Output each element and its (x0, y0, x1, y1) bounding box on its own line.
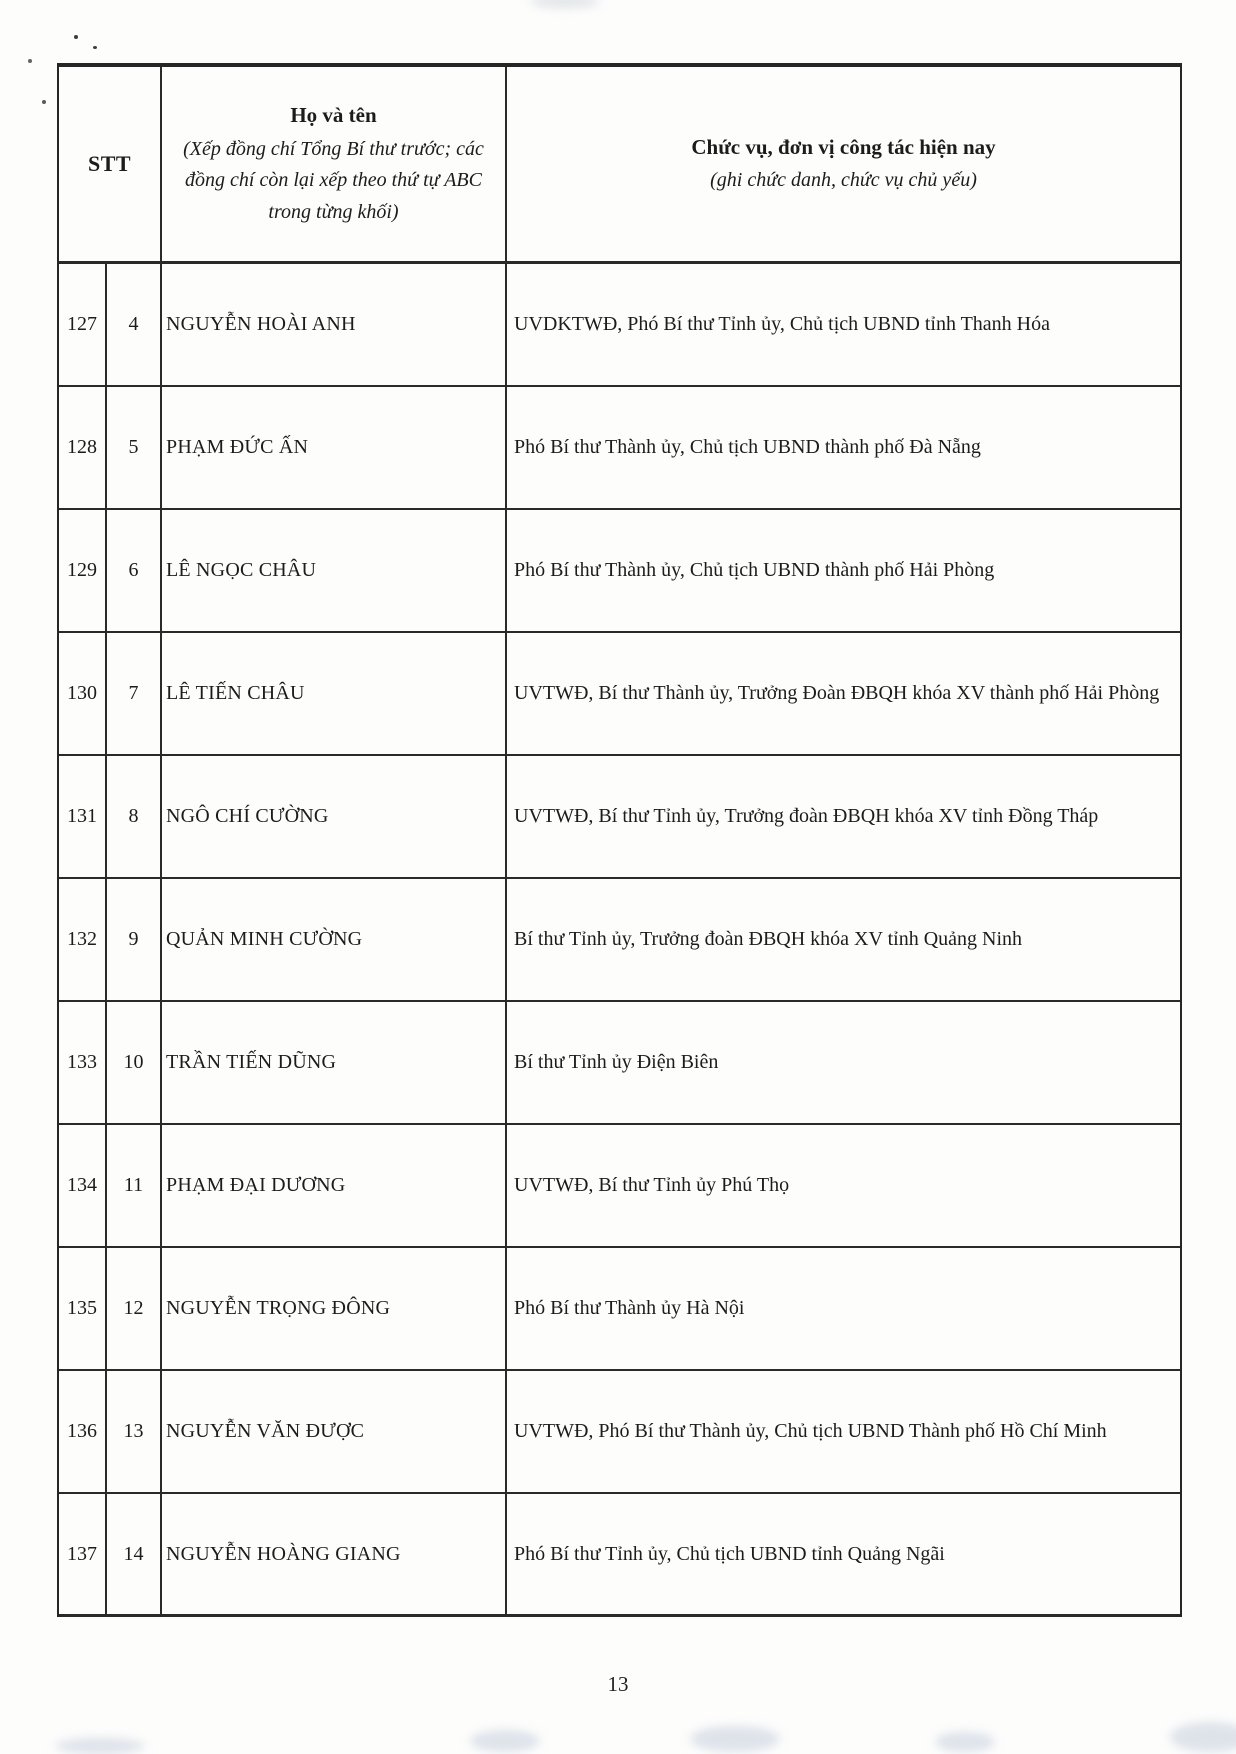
row-number-cell (59, 1125, 107, 1248)
row-name-cell (162, 879, 507, 1002)
row-number: 136 (67, 1420, 97, 1442)
row-subnumber-cell (107, 633, 162, 756)
person-name: PHẠM ĐẠI DƯƠNG (166, 1174, 346, 1196)
header-name (162, 67, 507, 264)
row-position-cell (507, 264, 1180, 387)
row-name-cell (162, 264, 507, 387)
person-position: Bí thư Tỉnh ủy Điện Biên (514, 1051, 719, 1073)
row-subnumber: 6 (128, 559, 139, 581)
row-position-cell (507, 387, 1180, 510)
row-subnumber-cell (107, 1371, 162, 1494)
scan-speck (42, 100, 46, 104)
row-name-cell (162, 387, 507, 510)
row-subnumber-cell (107, 1125, 162, 1248)
row-number-cell (59, 1494, 107, 1617)
scan-smudge (935, 1732, 995, 1752)
row-number: 131 (67, 805, 97, 827)
header-name-note: (Xếp đồng chí Tổng Bí thư trước; các đồng chí còn lại xếp theo thứ tự ABC trong từng khối) (183, 137, 484, 224)
header-stt-label: STT (87, 151, 132, 176)
row-name-cell (162, 1248, 507, 1371)
scan-smudge (1170, 1722, 1236, 1752)
row-number: 132 (67, 928, 97, 950)
row-subnumber: 10 (123, 1051, 144, 1073)
row-name-cell (162, 1371, 507, 1494)
row-name-cell (162, 510, 507, 633)
row-position-cell (507, 1248, 1180, 1371)
person-position: UVTWĐ, Bí thư Tỉnh ủy Phú Thọ (514, 1174, 790, 1196)
person-position: Phó Bí thư Thành ủy Hà Nội (514, 1297, 745, 1319)
row-subnumber: 12 (123, 1297, 144, 1319)
row-number: 133 (67, 1051, 97, 1073)
scan-smudge (690, 1726, 780, 1752)
person-position: Phó Bí thư Tỉnh ủy, Chủ tịch UBND tỉnh Quảng Ngãi (514, 1542, 945, 1565)
person-name: NGUYỄN VĂN ĐƯỢC (166, 1420, 365, 1442)
person-name: NGÔ CHÍ CƯỜNG (166, 805, 329, 827)
scan-speck (93, 46, 97, 49)
scan-speck (28, 59, 32, 63)
person-name: NGUYỄN TRỌNG ĐÔNG (166, 1297, 391, 1319)
row-number: 135 (67, 1297, 97, 1319)
row-position-cell (507, 633, 1180, 756)
row-subnumber: 11 (123, 1174, 144, 1196)
row-subnumber-cell (107, 756, 162, 879)
page-number: 13 (607, 1672, 629, 1696)
row-position-cell (507, 879, 1180, 1002)
row-position-cell (507, 1371, 1180, 1494)
person-name: PHẠM ĐỨC ẤN (166, 436, 309, 458)
row-subnumber-cell (107, 879, 162, 1002)
row-number: 134 (67, 1174, 97, 1196)
row-subnumber: 9 (128, 928, 139, 950)
row-name-cell (162, 1125, 507, 1248)
person-name: TRẦN TIẾN DŨNG (166, 1051, 337, 1073)
row-subnumber: 8 (128, 805, 139, 827)
person-position: Bí thư Tỉnh ủy, Trưởng đoàn ĐBQH khóa XV tỉnh Quảng Ninh (514, 928, 1023, 950)
scan-speck (74, 35, 78, 39)
row-number: 130 (67, 682, 97, 704)
officials-table (57, 63, 1182, 1617)
person-position: UVTWĐ, Bí thư Tỉnh ủy, Trưởng đoàn ĐBQH khóa XV tỉnh Đồng Tháp (514, 805, 1099, 827)
person-name: LÊ NGỌC CHÂU (166, 559, 317, 581)
row-subnumber: 5 (128, 436, 139, 458)
person-name: LÊ TIẾN CHÂU (166, 682, 305, 704)
row-number-cell (59, 1371, 107, 1494)
header-stt (59, 67, 162, 264)
row-number-cell (59, 510, 107, 633)
scan-smudge (530, 0, 600, 8)
row-position-cell (507, 1125, 1180, 1248)
row-number-cell (59, 387, 107, 510)
header-position (507, 67, 1180, 264)
row-position-cell (507, 1002, 1180, 1125)
person-position: UVTWĐ, Bí thư Thành ủy, Trưởng Đoàn ĐBQH khóa XV thành phố Hải Phòng (514, 682, 1160, 704)
row-name-cell (162, 1002, 507, 1125)
header-position-title: Chức vụ, đơn vị công tác hiện nay (691, 134, 996, 159)
person-name: NGUYỄN HOÀI ANH (166, 313, 356, 335)
row-number: 127 (67, 313, 97, 335)
row-number-cell (59, 633, 107, 756)
row-name-cell (162, 756, 507, 879)
row-name-cell (162, 633, 507, 756)
row-position-cell (507, 510, 1180, 633)
row-subnumber: 4 (128, 313, 139, 335)
scan-smudge (55, 1738, 145, 1754)
row-subnumber: 7 (128, 682, 139, 704)
person-position: Phó Bí thư Thành ủy, Chủ tịch UBND thành phố Hải Phòng (514, 559, 995, 581)
row-subnumber-cell (107, 1248, 162, 1371)
header-position-note: (ghi chức danh, chức vụ chủ yếu) (710, 169, 977, 192)
row-position-cell (507, 1494, 1180, 1617)
row-name-cell (162, 1494, 507, 1617)
row-number-cell (59, 756, 107, 879)
person-position: UVDKTWĐ, Phó Bí thư Tỉnh ủy, Chủ tịch UBND tỉnh Thanh Hóa (514, 313, 1051, 335)
header-name-title: Họ và tên (290, 103, 377, 128)
row-number: 129 (67, 559, 97, 581)
person-position: UVTWĐ, Phó Bí thư Thành ủy, Chủ tịch UBND Thành phố Hồ Chí Minh (514, 1420, 1107, 1442)
scan-smudge (470, 1730, 540, 1752)
person-name: QUẢN MINH CƯỜNG (166, 928, 363, 950)
row-number: 128 (67, 436, 97, 458)
person-name: NGUYỄN HOÀNG GIANG (166, 1542, 401, 1565)
row-subnumber-cell (107, 1494, 162, 1617)
row-number-cell (59, 1002, 107, 1125)
row-subnumber: 14 (123, 1542, 144, 1565)
row-position-cell (507, 756, 1180, 879)
row-subnumber-cell (107, 510, 162, 633)
row-number-cell (59, 1248, 107, 1371)
row-number: 137 (67, 1542, 97, 1565)
row-subnumber: 13 (123, 1420, 144, 1442)
row-number-cell (59, 264, 107, 387)
row-subnumber-cell (107, 264, 162, 387)
row-subnumber-cell (107, 1002, 162, 1125)
person-position: Phó Bí thư Thành ủy, Chủ tịch UBND thành phố Đà Nẵng (514, 436, 981, 458)
row-number-cell (59, 879, 107, 1002)
row-subnumber-cell (107, 387, 162, 510)
